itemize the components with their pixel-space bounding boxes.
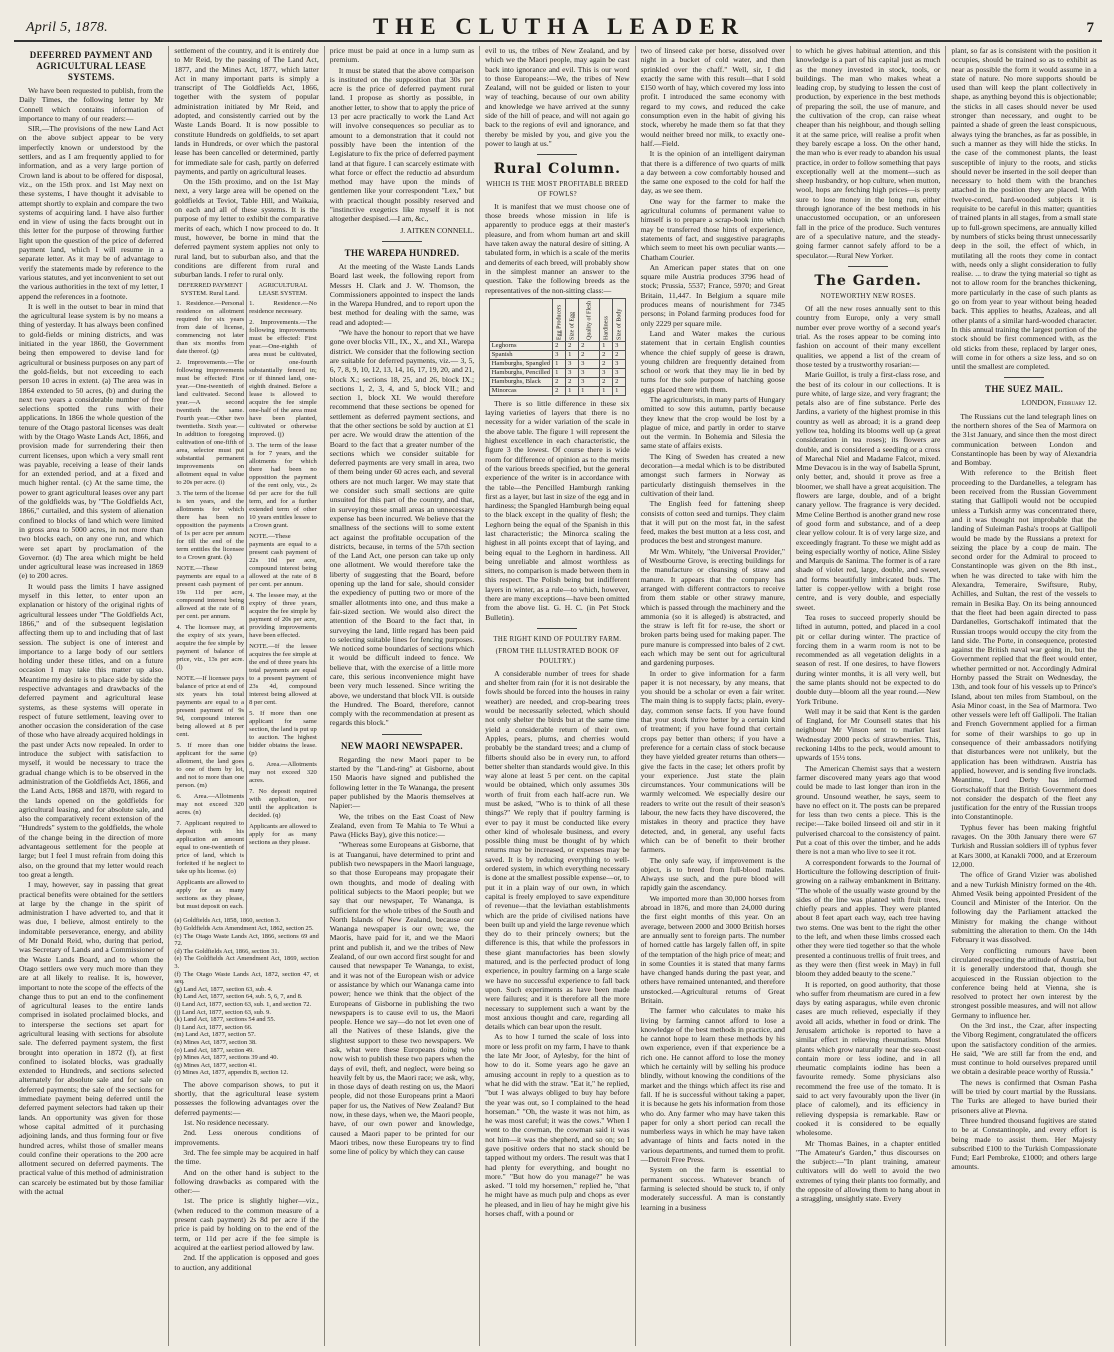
issue-date: April 5, 1878. <box>26 20 108 35</box>
comparison-item: NOTE.—If licensee pays balance of price at end of six years his total payments are equal to a present payment of 9s 9d, compound interest being allowed at 8 per cent. <box>176 675 245 739</box>
list-item: 1st. No residence necessary. <box>183 1118 269 1128</box>
article-paragraph: The agriculturists, in many parts of Hungary omitted to sow this autumn, partly because they knew that the crop would be lost by a plague of mice, and partly in order to starve out the vermin. In Bohemia and Silesia the same state of affairs exists. <box>640 394 785 451</box>
signature: J. AITKEN CONNELL. <box>400 225 475 235</box>
column-7 <box>946 46 1101 1346</box>
comparison-item: 4. The lessee may, at the expiry of three years, acquire the fee simple by payment of 20s per acre, providing improvements have been effected. <box>249 592 317 640</box>
footnote: (e) The Goldfields Act Amendment Act, 1869, section 3. <box>174 955 319 970</box>
table-cell: 1 <box>579 386 600 395</box>
article-paragraph: An American paper states that on one square mile Austria produces 3796 head of stock; Prussia, 5537; France, 5970; and Great Britain, 11,447. In Belgium a square mile produces means of nourishment for 7345 persons; in Poland farming produces food for only 2229 per square mile. <box>640 262 785 328</box>
comparison-item: 1. Residence.—No residence necessary. <box>249 300 317 316</box>
footnote: (a) Goldfields Act, 1858, 1860, section 3. <box>174 917 281 925</box>
table-cell: 3 <box>613 359 626 368</box>
article-paragraph: Of all the new roses annually sent to this country from Europe, only a very small number ever prove worthy of a second year's trial. As the roses appear to be coming into fashion on account of their many excellent qualities, we append a list of the cream of those tested by a trustworthy rosarian:— <box>795 304 941 369</box>
article-paragraph: We imported more than 30,000 horses from abroad in 1876, and more than 24,000 during the first eight months of this year. On an average, between 2000 and 3000 British horses are annually sent to foreign parts. The number of horned cattle has largely fallen off, in spite of the temptation of the high price of meat; and in some Counties it is stated that many farms have changed hands during the past year, and others have remained untenanted, and therefore unstocked.—Agricultural returns of Great Britain. <box>640 893 785 1005</box>
article-paragraph: Well may it be said that Kent is the garden of England, for Mr Counsell states that his neighbour Mr Vinson sent to market last Wednesday 2000 pecks of strawberries. This, reckoning 14lbs to the peck, would amount to upwards of 15½ tons. <box>795 706 941 763</box>
table-cell: 2 <box>579 341 600 350</box>
table-cell: 1 <box>613 386 626 395</box>
header-rule <box>14 40 1102 42</box>
column-3 <box>325 46 480 1346</box>
comparison-item: 2. Improvements.—The following improvements must be effected: First year.—One-eighth of area must be cultivated, or one-fourth substantially fenced in; or if thinned land, one-eighth drained. Before a lease is allowed to acquire the fee simple one-half of the area must have been planted, cultivated or otherwise improved. (j) <box>249 319 317 439</box>
article-paragraph: evil to us, the tribes of New Zealand, and by which we the Maori people, may again be cast back into ignorance and evil. This is our word to those Europeans:—We, the tribes of New Zealand, will not be guided or listen to your way of teaching, because of our own ability and knowledge we have arrived at the sunny side of the hill of peace, and will not again go back to the regions of evil and ignorance, and thereby be misled by you, and give you the power to laugh at us." <box>485 46 630 148</box>
table-cell: 2 <box>553 377 566 386</box>
footnote: (d) The Goldfields Act, 1866, section 31. <box>174 947 280 955</box>
article-paragraph: A correspondent forwards to the Journal of Horticulture the following description of fruit-growing on a railway embankment in Brittany. "The whole of the usually waste ground by the sides of the line was planted with fruit trees, chiefly pears and apples. They were planted about 8 feet apart each way, each tree having two stems. One was bent to the right the other to the left, and when these limbs crossed each other they were tied together so that the whole presented a continuous trellis of fruit trees, and as they were then (first week in May) in full bloom they added beauty to the scene." <box>795 857 941 979</box>
table-cell: 2 <box>613 377 626 386</box>
article-paragraph: There is so little difference in these six laying varieties of layers that there is no necessity for a wider variation of the scale in the above table. The figure 1 will represent the highest excellence in each characteristic, the figure 3 the lowest. Of course there is wide room for difference of opinion as to the merits of the various breeds specified, but the general experience of the writer is in accordance with the table—the Pencilled Hamburgh ranking first as a layer, but last in size of the egg and in hardiness; the Spangled Hamburgh being equal to the black except in the quality of flesh; the Leghorn being the equal of the Spanish in this last characteristic; the Minorca scaling the highest in all points except that of laying, and being equal to the Leghorn in hardiness. All being unreliable and almost worthless as sitters, no comparison is made between them in this respect. The Polish being but indifferent layers in winter, as a rule—to which, however, there are many exceptions—have been omitted from the above list. G. H. C. (in Pet Stock Bulletin). <box>485 398 630 622</box>
article-paragraph: Mr Thomas Baines, in a chapter entitled "The Amateur's Garden," thus discourses on the subject:—"In plant training, amateur cultivators will do well to avoid the two extremes of tying their plants too formally, and the opposite of allowing them to hang about in a straggling, unsightly state. Every <box>795 1138 941 1204</box>
article-paragraph: The English feed for fattening sheep consists of cotton seed and turnips. They claim that it will put on the most fat, in the safest feed, makes the best mutton at a less cost, and produces the best and strongest manure. <box>640 499 785 546</box>
article-paragraph: "We have the honour to report that we have gone over blocks VII., IX., X., and XI., Warepa district. We consider that the following section are suitable for deferred payments, viz.— 3, 5, 6, 7, 8, 9, 10, 12, 13, 14, 16, 17, 19, 20, and 21, block X.; sections 18, 25, and 26, block IX.; sections 1, 2, 3, 4, and 5, block VII.; and section 1, block XI. We would therefore recommend that these sections be opened for settlement as deferred payment sections, and that the other sections be sold by auction at £1 per acre. We would draw the attention of the Board to the fact that a greater number of the sections which we consider suitable for deferred payments are very small in area, two of them being under 60 acres each, and several others are not much larger. We may state that we consider such small sections are quite unsuited for this part of the country, and that, in surveying these small areas an unnecessary expense has been incurred. We believe that the smallness of the sections will to some extent act against the profitable occupation of the districts, because, in terms of the 57th section of the Land Act, one person can take up only one allotment. We would therefore take the liberty of suggesting that the Board, before opening up the land for sale, should consider the expediency of putting two or more of the smaller allotments into one, and thus make a fair-sized section. We would also direct the attention of the Board to the fact that, in surveying the land, little regard has been paid to selecting suitable lines for fencing purposes. We noticed some boundaries of sections which it would be difficult indeed to fence. We believe that, with the exercise of a little more care, this serious inconvenience might have been very much lessened. Since writing the above, we understand that block VII. is outside the Hundred. The Board, therefore, cannot comply with the recommendation at present as regards this block." <box>329 328 475 728</box>
article-paragraph: A considerable number of trees for shade and shelter from rain (for it is not desirable the fowls should be forced into the houses in rainy weather) are needed, and crop-bearing trees would be necessarily selected, which should not only shelter the birds but at the same time yield a considerable return of their own. Apples, pears, plums, and cherries would probably be the standard trees; and a clump of filberts should also be in every run, to afford better shelter than standards would give. In this way alone at least 5 per cent. on the capital would be obtained, which only assumes 30s worth of fruit from each half-acre run. We must be asked, "Who is to think of all these things?" We reply that if poultry farming is ever to pay it must be conducted like every other kind of wholesale business, and every possible thing must be thought of by which returns may be increased, or expenses may be saved. It is by reducing everything to well-ordered system, in which everything necessary is done at the smallest possible expense—or, to put it in a plain way of our own, in which capital is freely employed to save expenditure of revenue—that the leviathan establishments which are the pride of civilised nations have been built up and yield the large revenue which they do to their princely owners; but the difference is this, that while the professors in these giant manufactories has been slowly matured, and is the perfected product of long experience, in poultry farming on a large scale we have no successful experience to fall back upon. Such experiments as have been made were failures; and it is therefore all the more necessary to supplement such a want by the most anxious thought and care, regarding all details which can bear upon the result. <box>485 668 630 1032</box>
article-paragraph: It is well in the outset to bear in mind that the agricultural lease system is by no means a thing of yesterday. It has always been confined to gold-fields or mining districts, and was initiated in the year 1860, the Government being then empowered to devise land for agricultural or business purposes on any part of the gold-fields, but not exceeding to each person 10 acres in extent. (a) The area was in 1864 extended to 50 acres, (b) and during the next two years a considerable number of free selections spotted the runs with their applications. In 1866 the whole question of the tenure of the Otago pastoral licenses was dealt with by the Otago Waste Lands Act, 1866, and provision made for surrendering their then current licenses, upon which a very small rent was payable, receiving a lease of their lands for an extended period, and at a fixed and much higher rental. (c) At the same time, the power to grant agricultural leases over any part of the goldfields was, by "The Goldfields Act, 1866," curtailed, and this system of alienation confined to blocks of land which were limited in gross area to 5000 acres, in not more than two blocks each, on any one run, and which were set apart by proclamation of the Governor. (d) The area which might be held under agricultural lease was increased in 1869 (e) to 200 acres. <box>19 301 164 581</box>
list-item: 1st. The price is slightly higher—viz., (when reduced to the common measure of a present cash payment) 2s 8d per acre if the price is paid by holding on to the end of the term, or 11d per acre if the fee simple is acquired at the earliest period allowed by law. <box>174 1196 319 1252</box>
article-paragraph: Tea roses to succeed properly should be lifted in autumn, potted, and placed in a cool pit or cellar during winter. The practice of forcing them in a warm room is not to be recommended as all vegetation delights in a season of rest. If one desires, to have flowers during winter months, it is all very well, but the same plants should not be expected to do double duty—bloom all the year round.—New York Tribune. <box>795 612 941 706</box>
table-header: Size of Body <box>613 298 626 341</box>
article-heading-poultry-farm: THE RIGHT KIND OF POULTRY FARM. <box>493 635 622 643</box>
comparison-item: 2. Improvements.—The following improvements must be effected: First year.—One-twentieth of land cultivated. Second year.—A second twentieth the same. Fourth year.—Other two twentieths. Sixth year.—In addition to foregoing cultivation of one-fifth of area, selector must put substantial permanent improvements on allotment equal in value to 20s per acre. (i) <box>176 359 245 487</box>
article-paragraph: two of linseed cake per horse, dissolved over night in a bucket of cold water, and then sprinkled over the chaff." Well, sir, I did exactly the same with this result—that I sold £150 worth of hay, which covered my loss into profit. I introduced the same economy with regard to my cows, and reduced the cake consumption even in the habit of giving his stock, whereby he made them so fat that they would neither breed nor milk, to exactly one-half.—Field. <box>640 46 785 148</box>
table-cell: 3 <box>613 341 626 350</box>
table-header: Egg Producers <box>553 298 566 341</box>
table-cell: 2 <box>553 386 566 395</box>
table-cell: 2 <box>600 359 613 368</box>
table-cell: 1 <box>566 386 579 395</box>
article-heading-deferred-payment: DEFERRED PAYMENT AND AGRICULTURAL LEASE SYSTEMS. <box>29 50 153 82</box>
divider <box>382 734 422 735</box>
table-cell: 1 <box>566 350 579 359</box>
article-paragraph: to which he gives habitual attention, and this knowledge is a part of his capital just as much as the money invested in stock, tools, or buildings. The man who makes wheat a leading crop, by studying to lessen the cost of production, by experience in the best methods of preparing the soil, the use of manure, and the cultivation of the crop, can raise wheat cheaper than his neighbour, and though selling it at the same price, will realise a profit when they barely escape a loss. On the other hand, the man who is ever ready to abandon his usual practice, in order to follow something that pays exceptionally well at the moment—such as sheep husbandry, or hop culture, when mutton, wool, hops are fetching high prices—is pretty sure to lose money in the long run, either through ignorance of the best methods in his unaccustomed occupation, or an unforeseen fall in the price of the produce. Such ventures are of a speculative nature, and the steady-going farmer cannot safely afford to be a speculator.—Rural New Yorker. <box>795 46 941 260</box>
article-paragraph: System on the farm is essential to permanent success. Whatever branch of farming is selected should be stuck to, if only moderately successful. A man is constantly learning in a business <box>640 1165 785 1212</box>
table-cell: 3 <box>613 368 626 377</box>
footnotes <box>174 917 318 1076</box>
article-paragraph: The office of Grand Vizier was abolished and a new Turkish Ministry formed on the 4th. Ahmed Vesik being appointed President of the Council and Minister of the Interior. On the following day the Parliament attacked the Ministry for making the change without submitting the alteration to them. On the 14th February it was dissolved. <box>951 870 1097 945</box>
comparison-item: 1. Residence.—Personal residence on allotment required for six years from date of license, commencing not later than six months from date thereof. (g) <box>176 300 245 356</box>
comparison-item: 4. The licensee may, at the expiry of six years, acquire the fee simple by payment of balance of price, viz., 13s per acre. (l) <box>176 624 245 672</box>
footnote: (n) Mines Act, 1877, section 38. <box>174 1038 257 1046</box>
table-cell: 3 <box>566 359 579 368</box>
comparison-item: 7. Applicant required to deposit with his application an amount equal to one-twentieth of price of land, which is forfeited if he neglect to take up his license. (o) <box>176 820 245 876</box>
article-paragraph: With reference to the British fleet proceeding to the Dardanelles, a telegram has been received from the Russian Government stating that Gallipoli would not be occupied unless a Turkish army was concentrated there, and it was thought not improbable that the landing of Suleiman Pasha's troops at Gallipoli would be made by the Russians a pretext for seizing the place by a coup de main. The second order for the Admiral to proceed to Constantinople was given on the 8th inst., when he was directed to take with him the Alexandra, Temeraire, Swiftsure, Ruby, Achilles, and Sultan, the rest of the vessels to remain in Besika Bay. On its being announced that the fleet had been again directed to pass Dardanelles, Gortschakoff intimated that the Russian troops would occupy the city from the land side. The Porte, in consequence, protested against the British naval war going in, but the Government replied that the fleet would enter, whether permitted or not. Accordingly Admiral Hornby passed the Strait on Wednesday, the 13th, and took four of his vessels up to Prince's Island, about ten miles from Stamboul, on the Asia Minor coast, in the Sea of Marmora. Two other vessels were left off Gallipoli. The Italian and French Government applied for a firman for some of their warships to go up in consequence of their ambassadors notifying that disturbances were not unlikely, but the application has been withdrawn. Austria has applied, however, and is sending five ironclads. Meantime, Lord Derby has informed Gortschakoff that the British Government does not consider the despatch of the fleet any justification for the entry of the Russian troops into Constantinople. <box>951 468 1097 822</box>
table-header <box>489 298 552 341</box>
article-source: (FROM THE ILLUSTRATED BOOK OF POULTRY.) <box>495 648 620 665</box>
comparison-item: 5. If more than one applicant for the same allotment, the land goes to one of them by lot, and not to more than one person. (m) <box>176 742 245 790</box>
article-paragraph: It is reported, on good authority, that those who suffer from rheumatism are cured in a few days by eating asparagus, while even chronic cases are much relieved, especially if they avoid all acids, whether in food or drink. The Jerusalem artichoke is reported to have a similar effect in relieving rheumatism. Most plants which grow naturally near the sea-coast contain more or less iodine, and in all rheumatic complaints iodine has been a favourite remedy. Some physicians also recommend the free use of the tomato. It is said to act very favourably upon the liver (in place of calomel), and its efficiency in relieving dyspepsia is remarkable. Raw or cooked it is considered to be equally wholesome. <box>795 979 941 1138</box>
comparison-table <box>174 282 318 914</box>
article-heading-warepa: THE WAREPA HUNDRED. <box>344 247 460 258</box>
divider <box>382 241 422 242</box>
comparison-item: 7. No deposit required with application, nor until the application is decided. (q) <box>249 788 317 820</box>
article-paragraph: The news is confirmed that Osman Pasha will be tried by court martial by the Russians. The Turks are alleged to have buried their prisoners alive at Plevna. <box>951 1077 1097 1115</box>
table-row <box>489 341 625 350</box>
article-heading-roses: NOTEWORTHY NEW ROSES. <box>820 292 916 300</box>
footnote: (i) Land Act, 1877, section 63, sub. 1, and section 72. <box>174 1000 312 1008</box>
breed-name: Minorcas <box>489 386 552 395</box>
footnote: (q) Mines Act, 1877, section 41. <box>174 1061 257 1069</box>
divider <box>537 628 577 629</box>
article-paragraph: Regarding the new Maori paper to be started by the "Land-ring" at Gisborne, about 150 Maoris have signed and published the following letter in the Te Wananga, the present paper published by the Maoris themselves at Napier:— <box>329 754 475 811</box>
article-paragraph: The King of Sweden has created a new decoration—a medal which is to be distributed amongst such farmers in Norway as particularly distinguish themselves in the cultivation of their land. <box>640 451 785 498</box>
article-paragraph: settlement of the country, and it is entirely due to Mr Reid, by the passing of The Land Act, 1877, and the Mines Act, 1877, which latter Act in many important parts is simply a transcript of The Goldfields Act, 1866, together with the system of popular administration initiated by Mr Reid, and adopted, and consistently carried out by the Waste Lands Board. It is now possible to constitute Hundreds on goldfields, to set apart lands in Hundreds, or over which the pastoral lease has been cancelled or determined, partly for immediate sale for cash, partly on deferred payments, and partly on agricultural leases. <box>174 46 319 176</box>
table-header: Size of Egg <box>566 298 579 341</box>
column-2 <box>169 46 324 1346</box>
article-paragraph: On the 15th proximo, and on the 1st May next, a very large area will be opened on the goldfields at Teviot, Table Hill, and Waikaia, on each and all of these systems. It is the purpose of my letter to exhibit the comparative merits of each, which I now proceed to do. It must, however, be borne in mind that the deferred payment system applies not only to rural land, but to suburban also, and that the conditions are different from rural and suburban lands. I refer to rural only. <box>174 177 319 280</box>
footnote: (j) Land Act, 1877, section 63, sub. 9. <box>174 1008 271 1016</box>
table-cell: 3 <box>579 368 600 377</box>
article-paragraph: It would pass the limits I have assigned myself in this letter, to enter upon an explanation or history of the original rights of agricultural lessees under "The Goldfields Act, 1866," and of the subsequent legislation affecting them up to and including that of last session. The subject is one of interest and importance to a large body of our settlers holding under these titles, and on a future occasion I may take this matter up also. Meantime my desire is to place side by side the respective advantages and drawbacks of the deferred payment and agricultural lease systems, as these systems will operate in respect of future settlement, leaving over to another occasion the consideration of the case of those who have already acquired holdings in the past under Acts now repealed. In order to introduce the subject with satisfaction to myself, it would be necessary to trace the gradual change which is to be observed in the administration of the Goldfields Act, 1866, and the Land Acts, 1868 and 1870, with regard to the lands opened on the goldfields for agricultural leasing, and for absolute sale, and also the comparatively recent extension of the "Hundreds" system to the goldfields, the whole of the change being in the direction of more advantageous settlement for the people at large; but I feel I must refrain from doing this also, on the ground that my letter would reach too great a length. <box>19 581 164 879</box>
article-paragraph: Marie Guillot, is truly a first-class rose, and the best of its colour in our collections. It is pure white, of large size, and very fragrant; the petals also are of fine substance. Perle des Jardins, a variety of the highest promise in this country as well as abroad; it is a grand deep yellow tea, holding its blooms well up (a great consideration in tea roses); its flowers are double, and is considered a seedling or a cross of Marechal Niel and Madame Falcot, mixed. Mme Devacou is in the way of Isabella Sprunt, only better, and, should it prove as free a bloomer, we shall have a great acquisition. The flowers are large, double, and of a bright canary yellow. The fragrance is very decided. Mme Celine Berthod is another grand new rose of good form and substance, and of a deep clear yellow colour. It is of very large size, and exceedingly fragrant. To these we might add as being especially worthy of notice, Aline Sisley and Marquis de Sanima. The former is of a rare shade of violet red, large, double, and sweet, and forms beautifully imbricated buds. The latter is copper-yellow with a bright rose centre, and is very double, and especially sweet. <box>795 370 941 612</box>
table-row <box>489 359 625 368</box>
divider <box>848 266 888 267</box>
column-5 <box>636 46 791 1346</box>
footnote: (b) Goldfields Acts Amendment Act, 1862, section 25. <box>174 925 314 933</box>
table-cell: 3 <box>579 359 600 368</box>
article-paragraph: The above comparison shows, to put it shortly, that the agricultural lease system possesses the following advantages over the deferred payments:— <box>174 1079 319 1117</box>
table-header: Hardiness <box>600 298 613 341</box>
table-cell: 3 <box>553 350 566 359</box>
table-row <box>489 350 625 359</box>
article-paragraph: Land and Water makes the curious statement that in certain English counties whence the chief supply of geese is drawn, young children are frequently detained from school or work that they may lie in bed by turns for the sole purpose of hatching goose eggs placed there with them. <box>640 328 785 394</box>
breed-name: Spanish <box>489 350 552 359</box>
comparison-item: NOTE.—These payments are equal to a present cash payment of 22s 10d per acre, compound interest being allowed at the rate of 8 per cent. per annum. <box>249 533 317 589</box>
table-cell: 1 <box>553 368 566 377</box>
table-cell: 2 <box>579 350 600 359</box>
footnote: (l) Land Act, 1877, section 66. <box>174 1023 253 1031</box>
comparison-item: NOTE.—If the lessee acquires the fee simple at the end of three years his total payments are equal to a present payment of 23s 4d, compound interest being allowed at 8 per cent. <box>249 643 317 707</box>
comparison-item: 6. Area.—Allotments may not exceed 320 acres. (n) <box>176 793 245 817</box>
footnote: (f) The Otago Waste Lands Act, 1872, section 47, et seq. <box>174 970 319 986</box>
breed-name: Hamburghs, Black <box>489 377 552 386</box>
breed-name: Hamburghs, Pencilled <box>489 368 552 377</box>
article-paragraph: One way for the farmer to make the agricultural columns of permanent value to himself is to prepare a scrap-book into which may be transferred those hints of experience, statements of fact, and suggestive paragraphs which seem to meet his own peculiar wants.—Chatham Courier. <box>640 196 785 262</box>
table-cell: 1 <box>553 359 566 368</box>
table-row <box>489 386 625 395</box>
comparison-item: Applicants are allowed to apply for as many sections as they please, but must deposit on each. <box>176 879 245 911</box>
newspaper-title: THE CLUTHA LEADER <box>372 14 746 39</box>
comparison-deferred-column <box>174 282 247 914</box>
dateline: LONDON, February 12. <box>1021 398 1097 408</box>
footnote: (p) Mines Act, 1877, sections 39 and 40. <box>174 1054 279 1062</box>
column-6 <box>791 46 946 1346</box>
comparison-lease-column <box>247 282 319 914</box>
table-row <box>489 368 625 377</box>
table-cell: 2 <box>613 350 626 359</box>
footnote: (h) Land Act, 1877, section 64, sub. 5, 6, 7, and 8. <box>174 993 303 1001</box>
footnote: (m) Land Act, 1877, section 57. <box>174 1031 256 1039</box>
article-paragraph: "Whereas some Europeans at Gisborne, that is at Tuanganui, have determined to print and publish two newspapers in the Maori language, so that those Europeans may propagate their own thoughts, and mode of dealing with political subjects to the Maori people; but we say that our newspaper, Te Wananga, is sufficient for the whole tribes of the South and North Islands of New Zealand, because our Wananga newspaper is our own; we, the Maoris, have paid for it, and we the Maori print and publish it, and we the tribes of New Zealand, of our own accord first sought for and caused that newspaper Te Wananga, to exist, and it was not of the European wish or advice or assistance by which our Wananga came into power; hence we think that the object of the Europeans of Gisborne in publishing the two newspapers is to cause evil to us, the Maori people. Hence we say—do not let even one of all the Natives of these Islands, give the slightest support to these two newspapers. We ask, what were these Europeans doing who now wish to publish these two papers when the days of evil, theft, and neglect, were being so heavily felt by us, the Maori race; we ask, why, in those days of death resting on us, the Maori people, did not those Europeans print a Maori paper for us, the Natives of New Zealand? But now, in these days, when we, the Maori people, have, of our own power and knowledge, caused a Maori paper to be printed for our Maori tribes, now these Europeans try to find some line of policy by which they can cause <box>329 840 475 1157</box>
fowl-breeds-table <box>489 298 626 396</box>
table-cell: 3 <box>566 368 579 377</box>
list-item: 3rd. The fee simple may be acquired in half the time. <box>174 1147 319 1167</box>
table-cell: 1 <box>600 386 613 395</box>
table-cell: 2 <box>566 341 579 350</box>
article-paragraph: We have been requested to publish, from the Daily Times, the following letter by Mr Connell which contains information of importance to many of our readers:— <box>19 86 164 123</box>
column-1 <box>14 46 169 1346</box>
column-4 <box>480 46 635 1346</box>
comparison-right-heading: AGRICULTURAL LEASE SYSTEM. <box>258 282 308 298</box>
footnote: (g) Land Act, 1877, section 63, sub. 4. <box>174 985 273 993</box>
page-number: 7 <box>1086 20 1094 36</box>
table-cell: 2 <box>566 377 579 386</box>
list-item: And on the other hand is subject to the following drawbacks as compared with the other:— <box>174 1167 319 1196</box>
article-heading-maori-newspaper: NEW MAORI NEWSPAPER. <box>341 740 463 751</box>
table-cell: 1 <box>600 341 613 350</box>
table-cell: 2 <box>600 350 613 359</box>
comparison-item: 6. Area.—Allotments may not exceed 320 acres. <box>249 761 317 785</box>
article-paragraph: The farmer who calculates to make his living by farming cannot afford to lose a knowledge of the best methods in practice, and he cannot hope to learn these methods by his own experience, even if that experience be a rich one. He cannot afford to lose the money which he certainly will by selling his produce blindly, without knowing the conditions of the market and the things which affect its rise and fall. If he is successful without taking a paper, it is because he gets his information from those who do. Any farmer who may have taken this paper for only a short period can recall the numberless ways in which he may have taken advantage of hints and facts noted in the various departments, and turned them to profit. —Detroit Free Press. <box>640 1006 785 1165</box>
article-paragraph: The American Chemist says that a western farmer discovered many years ago that wood could be made to last longer than iron in the ground. Unsound weather, he says, seem to have no effect on it. The posts can be prepared for less than two cents a piece. This is the recipe:—Take boiled linseed oil and stir in it pulverised charcoal to the consistency of paint. Put a coat of this over the timber, and he adds there is not a man who live to see it rot. <box>795 763 941 857</box>
footnote: (c) The Otago Waste Lands Act, 1866, sections 69 and 72. <box>174 932 319 948</box>
article-paragraph: At the meeting of the Waste Lands Lands Board last week, the following report from Messrs H. Clark and J. W. Thomson, the Commissioners appointed to inspect the lands in the Warepa Hundred, and to report upon the best method for dealing with the same, was read and adopted:— <box>329 261 475 327</box>
article-paragraph: It is manifest that we must choose one of those breeds whose mission in life is apparently to produce eggs at their master's pleasure, and from whom human art and skill have taken away the natural desire of sitting. A tabulated form, in which is a scale of the merits and demerits of each breed, will probably show in the simplest manner an answer to the question. Take the following breeds as the representatives of the non-sitting class:— <box>485 201 630 295</box>
footnote: (r) Mines Act, 1877, appendix B, section 12. <box>174 1069 289 1077</box>
article-paragraph: Typhus fever has been making frightful ravages. On the 30th January there were 67 Turkish and Russian soldiers ill of typhus fever at Kars 3000, at Kanakli 7000, and at Erzeroum 12,000. <box>951 822 1097 869</box>
section-heading-garden: The Garden. <box>814 272 922 289</box>
divider <box>537 154 577 155</box>
comparison-item: 3. The term of the license is ten years, and the allotments for which there has been no opposition the payments of 1s per acre per annum for till the end of the term entitles the licensee to a Crown grant. (k) <box>176 490 245 562</box>
comparison-left-heading: DEFERRED PAYMENT SYSTEM. Rural Land. <box>178 282 243 298</box>
article-paragraph: Very conflicting rumours have been circulated respecting the attitude of Austria, but it is generally understood that, though she acquiesced in the Russian objection to the conference being held at Vienna, she is resolved to protect her own interest by the strongest possible measures, and will not allow Germany to influence her. <box>951 945 1097 1020</box>
article-paragraph: The only safe way, if improvement is the object, is to breed from full-blood males. Always use such, and the pure blood will rapidly gain the ascendancy. <box>640 855 785 893</box>
table-row <box>489 377 625 386</box>
divider <box>1004 377 1044 378</box>
section-heading-rural-column: Rural Column. <box>493 161 622 178</box>
breed-name: Hamburghs, Spangled <box>489 359 552 368</box>
article-paragraph: I may, however, say in passing that great practical benefits were obtained for the settlers at large by the change in the spirit of administration I have adverted to, and that it was due, I believe, almost entirely to the indomitable perseverance, energy, and ability of Mr Donald Reid, who, during that period, was Secretary of Lands and a Commissioner of the Waste Lands Board, and to whom the Otago settlers owe very much more than they are at all likely to realise. It is, however, important to note the scope of the effects of the change thus to put an end to the confinement of agricultural leases to the entire lands comprised in isolated proclaimed blocks, and to intersperse the sections set apart for agricultural leasing with sections for absolute sale. The deferred payment system, the first brought into operation in 1872 (f), at first confined to isolated blocks, was gradually extended to Hundreds, and sections selected alternately for absolute sale and for sale on deferred payments; the sale of the sections for immediate payment being deferred until the deferred payment selectors had taken up their lands. An opportunity was given for those whose capital admitted of it purchasing adjoining lands, and thus forming four or five hundred acres, whilst those of smaller means could confine their operations to the 200 acre allotment secured on deferred payments. The practical value of this method of administration can scarcely be estimated but by those familiar with the actual <box>19 880 164 1197</box>
table-cell: 3 <box>579 377 600 386</box>
article-paragraph: On the 3rd inst., the Czar, after inspecting the Viborg Regiment, congratulated the officers upon the satisfactory condition of the armies. He said, "We are still far from the end, and must continue to hold ourselves prepared until we obtain a desirable peace worthy of Russia." <box>951 1020 1097 1077</box>
article-paragraph: Mr Wm. Whitely, "the Universal Provider," of Westbourne Grove, is erecting buildings for the manufacture or cleansing of straw and manure. It appears that the company has arranged with different contractors to receive from them stable or other strawy manure, which is passed through the machinery and the ammonia (so it is alleged) is abstracted, and the straw is left fit for re-use, the short or broken parts being used for making paper. The pure manure is compressed into bales of 2 cwt. each which may be sent out for agricultural and gardening purposes. <box>640 546 785 668</box>
article-paragraph: As to how I turned the scale of loss into more or less profit on my farm, I have to thank the late Mr Joor, of Aylesby, for the hint of how to do it. Some years ago he gave an amusing account in reply to a question as to what he did with the straw. "Eat it," he replied, "but I was always obliged to buy hay before the year was out, so I complained to the head horseman." "Oh, the waste it was not him, as he was most careful; it was the cows." When I went to the cowman, the cowman said it was not him—it was the shepherd, and so on; so I gave positive orders that no stack should be tapped without my orders. The result was that I had plenty for everything, and bought no more." "But how do you manage?" he was asked. "I told my horsemen," replied he, "that he might have as much pulp and chops as ever he pleased, and in lieu of hay he might give his horses chaff, with a pound or <box>485 1032 630 1219</box>
article-heading-fowls: WHICH IS THE MOST PROFITABLE BREED OF FOWLS? <box>486 181 629 198</box>
list-item: 2nd. Less onerous conditions of improvements. <box>174 1128 319 1147</box>
comparison-item: NOTE.—These payments are equal to a present cash payment of 19s 11d per acre, compound interest being allowed at the rate of 8 per cent. per annum. <box>176 565 245 621</box>
article-paragraph: In order to give information for a farm paper it is not necessary, by any means, that you should be a scholar or even a fair writer. The main thing is to supply facts; plain, every-day, common sense facts. If you have found that your stock thrive better by a certain kind of treatment; if you have found that certain crops pay better than others; if you have a preference for a certain class of stock because they have yielded greater returns than others—give the facts in the case; let others profit by your experience. Just state the plain circumstances. Your communications will be warmly welcomed. We especially desire our readers to write out the result of their season's labour, the new facts they have discovered, the mistakes in theory and practice they have detected, and, in general, any useful facts which can be of benefit to their brother farmers. <box>640 668 785 855</box>
footnote: (o) Land Act, 1877, section 49. <box>174 1046 254 1054</box>
breed-name: Leghorns <box>489 341 552 350</box>
article-paragraph: SIR,—The provisions of the new Land Act on the above subject appear to be very imperfectly known or understood by the settlers, and as I am frequently applied to for information, and as a very large portion of Crown land is about to be offered for disposal, viz., on the 15th prox. and 1st May next on these systems, I have thought it advisable to attempt shortly to explain and compare the two systems of acquiring land. I have also further end in view of using the facts brought out in this letter for the purpose of throwing further light upon the question of the price of deferred payment land, which I will resume in a separate letter. As it may be of advantage to verify the statements made by reference to the various statutes, and yet inconvenient to set out the various authorities in the text of my letter, I append the references in a footnote. <box>19 124 164 301</box>
table-cell: 3 <box>600 368 613 377</box>
comparison-item: Applicants are allowed to apply for as many sections as they please. <box>249 823 317 847</box>
article-paragraph: price must be paid at once in a lump sum as premium. <box>329 46 475 65</box>
article-heading-suez-mail: THE SUEZ MAIL. <box>985 384 1064 395</box>
footnote: (k) Land Act, 1877, sections 54 and 55. <box>174 1016 276 1024</box>
comparison-item: 5. If more than one applicant for same section, the land is put up to auction. The highest bidder obtains the lease. (p) <box>249 710 317 758</box>
table-header: Quality of Flesh <box>579 298 600 341</box>
article-paragraph: The Russians cut the land telegraph lines on the northern shores of the Sea of Marmora on the 31st January, and since then the most direct communication between London and Constantinople has been by way of Alexandria and Bombay. <box>951 411 1097 468</box>
list-item: 2nd. If the application is opposed and goes to auction, any additional <box>174 1253 319 1272</box>
article-paragraph: Three hundred thousand fugitives are stated to be at Constantinople, and every effort is being made to assist them. Her Majesty subscribed £100 to the Turkish Compassionate Fund; Earl Pembroke, £1000; and others large amounts. <box>951 1115 1097 1172</box>
table-cell: 2 <box>600 377 613 386</box>
article-paragraph: plant, so far as is consistent with the position it occupies, should be trained so as to exhibit as near as possible the form it would assume in a state of nature. No more supports should be used than will keep the plant collectively in shape, as anything beyond this is objectionable; the sticks in all cases should never be used stronger than necessary, and ought to be painted a shade of green the least conspicuous, always tying the branches, as far as possible, in such a manner as they will hide the sticks. In the case of the commonest plants, the least susceptible of injury to the roots, and sticks should never be inserted in the soil deeper than necessary to hold them with the branches attached in the position they are placed. With twelve-cored, hard-wooded subjects it is requisite to be careful in this matter; quantities of trained plants in all stages, from a small state up to full-grown specimens, are annually killed by numbers of sticks being thrust unnecessarily deep in the soil, the effect of which, in mutilating all the roots they come in contact with, needs only a slight consideration to fully realise. ... to draw the tying material so tight as not to allow room for the branches thickening, more particularly in the case of such plants as go on from year to year without being headed back. This applies to heaths, Azaleas, and all other plants of a similar hard-wooded character. In this annual training the largest portion of the stock should be first commenced with, as the old sticks from these, replaced by larger ones, will come in for others a size less, and so on until the smallest are completed. <box>951 46 1097 372</box>
comparison-item: 3. The term of the lease is for 7 years, and the allotments for which there had been no opposition the payment of the rent only, viz., 2s 6d per acre for the full term, and for a further extended term of other 10 years entitles lessee to a Crown grant. <box>249 442 317 530</box>
columns <box>14 46 1102 1346</box>
article-paragraph: It must be stated that the above comparison is instituted on the supposition that 30s per acre is the price of deferred payment rural land. I propose as shortly as possible, in another letter, to show that to apply the price of 13 per acre practically to work the Land Act will involve consequences so peculiar as to amount to a demonstration that it could not possibly have been the intention of the Legislature to fix the price of deferred payment land at that figure. I can scarcely estimate with what force or effect the reductio ad absurdum method may have upon the minds of gentlemen like your correspondent "Lex," but with practical thought possibly reserved and "instinctive exegetics like myself it is not altogether despised.—I am, &c., <box>329 65 475 224</box>
table-cell: 2 <box>553 341 566 350</box>
article-paragraph: We, the tribes on the East Coast of New Zealand, even from Te Mahia to Te Whui a Pawa (Hicks Bay), give this notice:— <box>329 811 475 840</box>
table-body <box>489 341 625 395</box>
article-paragraph: It is the opinion of an intelligent dairyman that there is a difference of two quarts of milk a day between a cow comfortably housed and the same one exposed to the cold for half the day, as we see them. <box>640 149 785 196</box>
